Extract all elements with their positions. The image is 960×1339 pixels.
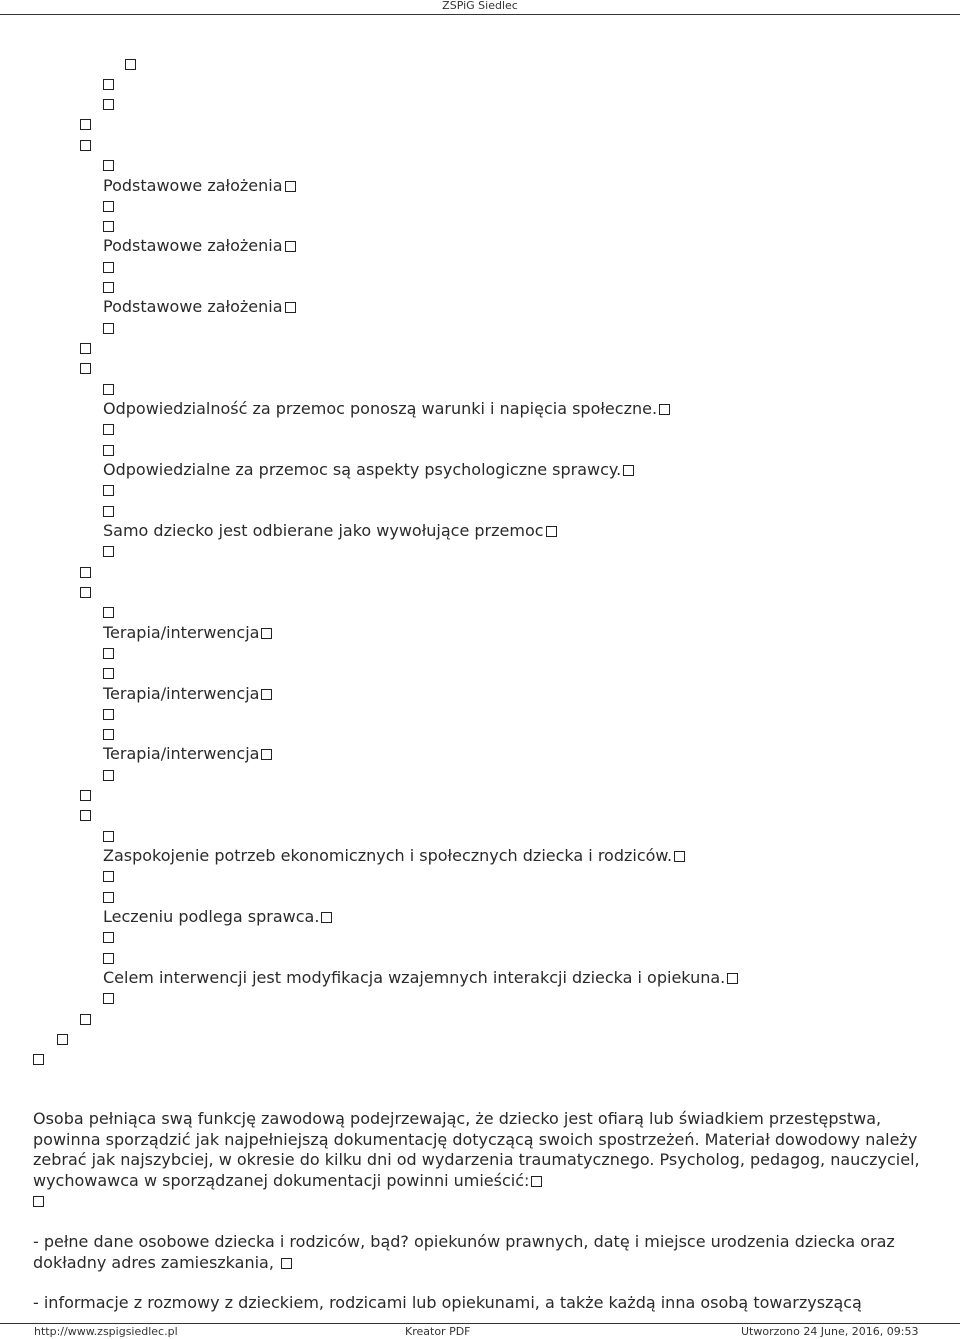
outline-item: Terapia/interwencja [103, 623, 272, 643]
page-header [0, 0, 960, 15]
missing-glyph-icon [80, 119, 91, 130]
bullet-box [103, 541, 114, 561]
missing-glyph-icon [103, 221, 114, 232]
outline-item: Zaspokojenie potrzeb ekonomicznych i społecznych dziecka i rodziców. [103, 846, 685, 866]
bullet-box [103, 216, 114, 236]
missing-glyph-icon [103, 871, 114, 882]
outline-item: Leczeniu podlega sprawca. [103, 907, 332, 927]
missing-glyph-icon [285, 241, 296, 252]
bullet-box [103, 440, 114, 460]
missing-glyph-icon [57, 1034, 68, 1045]
bullet-box [103, 887, 114, 907]
missing-glyph-icon [103, 506, 114, 517]
bullet-box [33, 1049, 44, 1069]
missing-glyph-icon [103, 892, 114, 903]
body-paragraph: Osoba pełniąca swą funkcję zawodową podejrzewając, że dziecko jest ofiarą lub świadkiem przestępstwa, powinna sporządzić jak najpełniejszą dokumentację dotyczącą swoich spostrzeżeń. Materiał dowodowy należy zebrać jak najszybciej, w okresie do kilku dni od wydarzenia traumatycznego. Psycholog, pedagog, nauczyciel, wychowawca w sporządzanej dokumentacji powinni umieścić: [33, 1109, 933, 1212]
missing-glyph-icon [103, 953, 114, 964]
missing-glyph-icon [321, 912, 332, 923]
missing-glyph-icon [103, 546, 114, 557]
bullet-box [103, 663, 114, 683]
bullet-box [103, 480, 114, 500]
missing-glyph-icon [546, 526, 557, 537]
outline-item: Terapia/interwencja [103, 684, 272, 704]
bullet-box [103, 501, 114, 521]
outline-item: Celem interwencji jest modyfikacja wzajemnych interakcji dziecka i opiekuna. [103, 968, 738, 988]
bullet-box [80, 358, 91, 378]
outline-item: Podstawowe założenia [103, 176, 296, 196]
bullet-box [80, 135, 91, 155]
bullet-box [103, 602, 114, 622]
bullet-box [80, 1009, 91, 1029]
missing-glyph-icon [80, 567, 91, 578]
missing-glyph-icon [80, 140, 91, 151]
outline-item: Samo dziecko jest odbierane jako wywołujące przemoc [103, 521, 557, 541]
missing-glyph-icon [103, 831, 114, 842]
bullet-box [57, 1029, 68, 1049]
footer-generator: Kreator PDF [405, 1325, 471, 1338]
bullet-box [103, 94, 114, 114]
missing-glyph-icon [103, 424, 114, 435]
footer-created: Utworzono 24 June, 2016, 09:53 [741, 1325, 919, 1338]
missing-glyph-icon [659, 404, 670, 415]
missing-glyph-icon [103, 932, 114, 943]
missing-glyph-icon [103, 729, 114, 740]
bullet-box [103, 257, 114, 277]
bullet-box [103, 988, 114, 1008]
outline-item: Podstawowe założenia [103, 236, 296, 256]
missing-glyph-icon [103, 668, 114, 679]
footer-url: http://www.zspigsiedlec.pl [34, 1325, 178, 1338]
missing-glyph-icon [674, 851, 685, 862]
missing-glyph-icon [103, 99, 114, 110]
missing-glyph-icon [33, 1054, 44, 1065]
missing-glyph-icon [80, 1014, 91, 1025]
body-list-item: - informacje z rozmowy z dzieckiem, rodzicami lub opiekunami, a także każdą inna osobą towarzyszącą [33, 1293, 862, 1312]
page-footer [0, 1323, 960, 1339]
body-list-item: - pełne dane osobowe dziecka i rodziców, bąd? opiekunów prawnych, datę i miejsce urodzenia dziecka oraz dokładny adres zamieszkania, [33, 1232, 895, 1272]
missing-glyph-icon [261, 628, 272, 639]
missing-glyph-icon [103, 648, 114, 659]
outline-item: Odpowiedzialność za przemoc ponoszą warunki i napięcia społeczne. [103, 399, 670, 419]
missing-glyph-icon [103, 607, 114, 618]
bullet-box [103, 826, 114, 846]
missing-glyph-icon [103, 323, 114, 334]
bullet-box [103, 948, 114, 968]
bullet-box [80, 805, 91, 825]
missing-glyph-icon [285, 181, 296, 192]
missing-glyph-icon [103, 79, 114, 90]
bullet-box [125, 54, 136, 74]
missing-glyph-icon [33, 1196, 44, 1207]
bullet-box [103, 196, 114, 216]
missing-glyph-icon [727, 973, 738, 984]
bullet-box [103, 155, 114, 175]
missing-glyph-icon [103, 282, 114, 293]
bullet-box [80, 114, 91, 134]
missing-glyph-icon [103, 993, 114, 1004]
missing-glyph-icon [80, 587, 91, 598]
header-title: ZSPiG Siedlec [442, 0, 518, 12]
missing-glyph-icon [103, 262, 114, 273]
bullet-box [103, 704, 114, 724]
missing-glyph-icon [261, 749, 272, 760]
missing-glyph-icon [103, 201, 114, 212]
bullet-box [103, 318, 114, 338]
missing-glyph-icon [103, 709, 114, 720]
bullet-box [103, 724, 114, 744]
bullet-box [103, 74, 114, 94]
missing-glyph-icon [281, 1258, 292, 1269]
bullet-box [80, 582, 91, 602]
bullet-box [103, 927, 114, 947]
outline-item: Terapia/interwencja [103, 744, 272, 764]
missing-glyph-icon [103, 770, 114, 781]
bullet-box [80, 338, 91, 358]
missing-glyph-icon [261, 689, 272, 700]
missing-glyph-icon [103, 485, 114, 496]
missing-glyph-icon [531, 1176, 542, 1187]
missing-glyph-icon [80, 363, 91, 374]
bullet-box [103, 765, 114, 785]
missing-glyph-icon [285, 302, 296, 313]
missing-glyph-icon [80, 810, 91, 821]
bullet-box [103, 379, 114, 399]
bullet-box [103, 277, 114, 297]
bullet-box [103, 643, 114, 663]
missing-glyph-icon [623, 465, 634, 476]
missing-glyph-icon [80, 790, 91, 801]
missing-glyph-icon [103, 445, 114, 456]
bullet-box [103, 419, 114, 439]
outline-item: Odpowiedzialne za przemoc są aspekty psychologiczne sprawcy. [103, 460, 634, 480]
missing-glyph-icon [80, 343, 91, 354]
bullet-box [80, 562, 91, 582]
missing-glyph-icon [103, 384, 114, 395]
outline-item: Podstawowe założenia [103, 297, 296, 317]
bullet-box [103, 866, 114, 886]
missing-glyph-icon [103, 160, 114, 171]
missing-glyph-icon [125, 59, 136, 70]
bullet-box [80, 785, 91, 805]
